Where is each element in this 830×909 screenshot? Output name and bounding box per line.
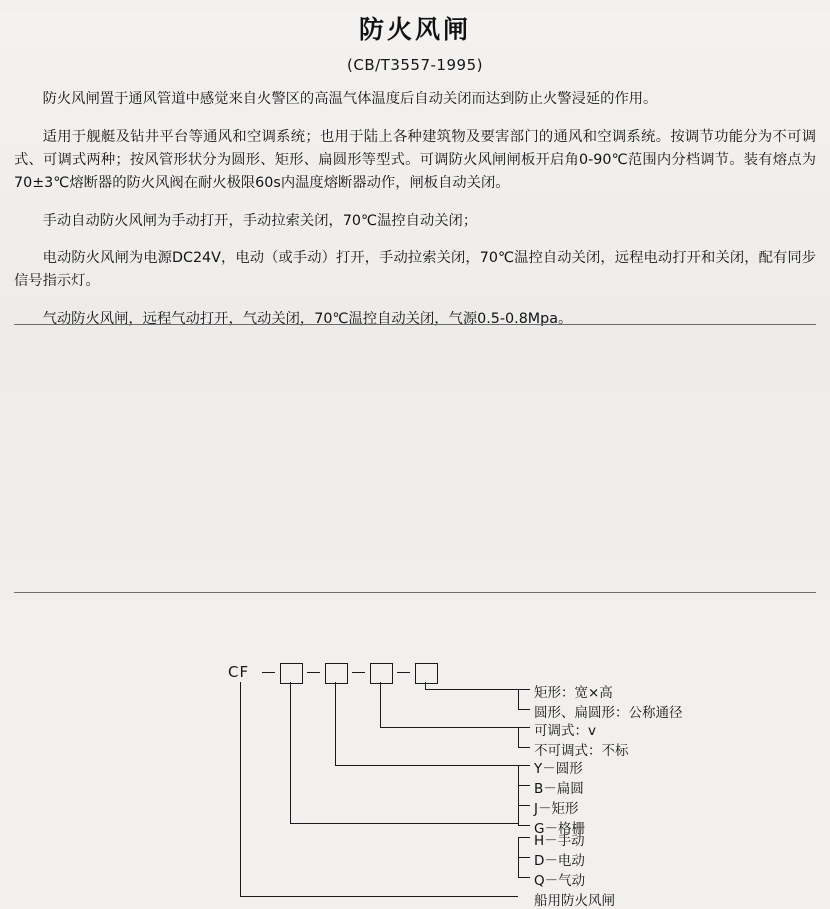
separator-dash-1 bbox=[262, 672, 275, 673]
legend-rect-size: 矩形：宽×高 bbox=[534, 684, 613, 701]
leader-tick-5 bbox=[518, 765, 530, 766]
legend-drive-d: D－电动 bbox=[534, 852, 585, 869]
diagram-top-divider bbox=[14, 324, 816, 325]
legend-non-adjustable: 不可调式：不标 bbox=[534, 742, 629, 759]
body-text bbox=[14, 88, 816, 330]
leader-tick-2 bbox=[518, 709, 530, 710]
leader-v-b2 bbox=[335, 682, 336, 765]
paragraph-2: 适用于舰艇及钻井平台等通风和空调系统；也用于陆上各种建筑物及要害部门的通风和空调系统。按调节功能分为不可调式、可调式两种；按风管形状分为圆形、矩形、扁圆形等型式。可调防火风闸闸板开启角0-90℃范围内分档调节。装有熔点为70±3℃熔断器的防火风阀在耐火极限60s内温度熔断器动作，闸板自动关闭。 bbox=[14, 128, 816, 192]
leader-tick-7 bbox=[518, 805, 530, 806]
leader-tick-11 bbox=[518, 877, 530, 878]
legend-shape-g: G－格栅 bbox=[534, 820, 585, 837]
leader-tick-10 bbox=[518, 857, 530, 858]
leader-tick-4 bbox=[518, 747, 530, 748]
leader-v-b1 bbox=[290, 682, 291, 823]
leader-h-b2 bbox=[335, 765, 518, 766]
leader-h-b4 bbox=[425, 689, 518, 690]
leader-v-b3b bbox=[518, 727, 519, 747]
leader-v-b4b bbox=[518, 689, 519, 709]
separator-dash-2 bbox=[307, 672, 320, 673]
leader-v-b2b bbox=[518, 765, 519, 825]
leader-h-b3 bbox=[380, 727, 518, 728]
legend-adjustable: 可调式：v bbox=[534, 722, 596, 739]
leader-tick-3 bbox=[518, 727, 530, 728]
paragraph-1: 防火风闸置于通风管道中感觉来自火警区的高温气体温度后自动关闭而达到防止火警浸延的作用。 bbox=[42, 91, 658, 108]
leader-tick-8 bbox=[518, 825, 530, 826]
leader-v-cf bbox=[240, 682, 241, 896]
leader-v-b4 bbox=[425, 682, 426, 689]
legend-drive-h: H－手动 bbox=[534, 832, 585, 849]
legend-product: 船用防火风闸 bbox=[534, 892, 615, 909]
legend-drive-q: Q－气动 bbox=[534, 872, 586, 889]
leader-h-b1 bbox=[290, 823, 518, 824]
leader-tick-6 bbox=[518, 785, 530, 786]
separator-dash-4 bbox=[397, 672, 410, 673]
leader-tick-1 bbox=[518, 689, 530, 690]
code-box-3 bbox=[370, 663, 393, 684]
paragraph-3: 手动自动防火风闸为手动打开，手动拉索关闭，70℃温控自动关闭； bbox=[42, 212, 478, 229]
paragraph-4: 电动防火风闸为电源DC24V，电动（或手动）打开，手动拉索关闭，70℃温控自动关闭，远程电动打开和关闭，配有同步信号指示灯。 bbox=[14, 249, 816, 290]
paragraph-5: 气动防火风闸，远程气动打开，气动关闭，70℃温控自动关闭，气源0.5-0.8Mpa。 bbox=[42, 310, 573, 327]
legend-shape-y: Y－圆形 bbox=[534, 760, 583, 777]
model-prefix: CF bbox=[228, 662, 250, 681]
standard-code: (CB/T3557-1995) bbox=[347, 56, 483, 74]
page-title: 防火风闸 bbox=[358, 15, 471, 44]
document-page bbox=[0, 10, 830, 909]
separator-dash-3 bbox=[352, 672, 365, 673]
leader-h-cf bbox=[240, 896, 518, 897]
code-box-4 bbox=[415, 663, 438, 684]
leader-tick-9 bbox=[518, 837, 530, 838]
code-box-2 bbox=[325, 663, 348, 684]
model-code-diagram bbox=[0, 341, 830, 909]
legend-shape-j: J－矩形 bbox=[534, 800, 579, 817]
code-box-1 bbox=[280, 663, 303, 684]
legend-round-size: 圆形、扁圆形：公称通径 bbox=[534, 704, 683, 721]
leader-v-b3 bbox=[380, 682, 381, 727]
legend-shape-b: B－扁圆 bbox=[534, 780, 584, 797]
